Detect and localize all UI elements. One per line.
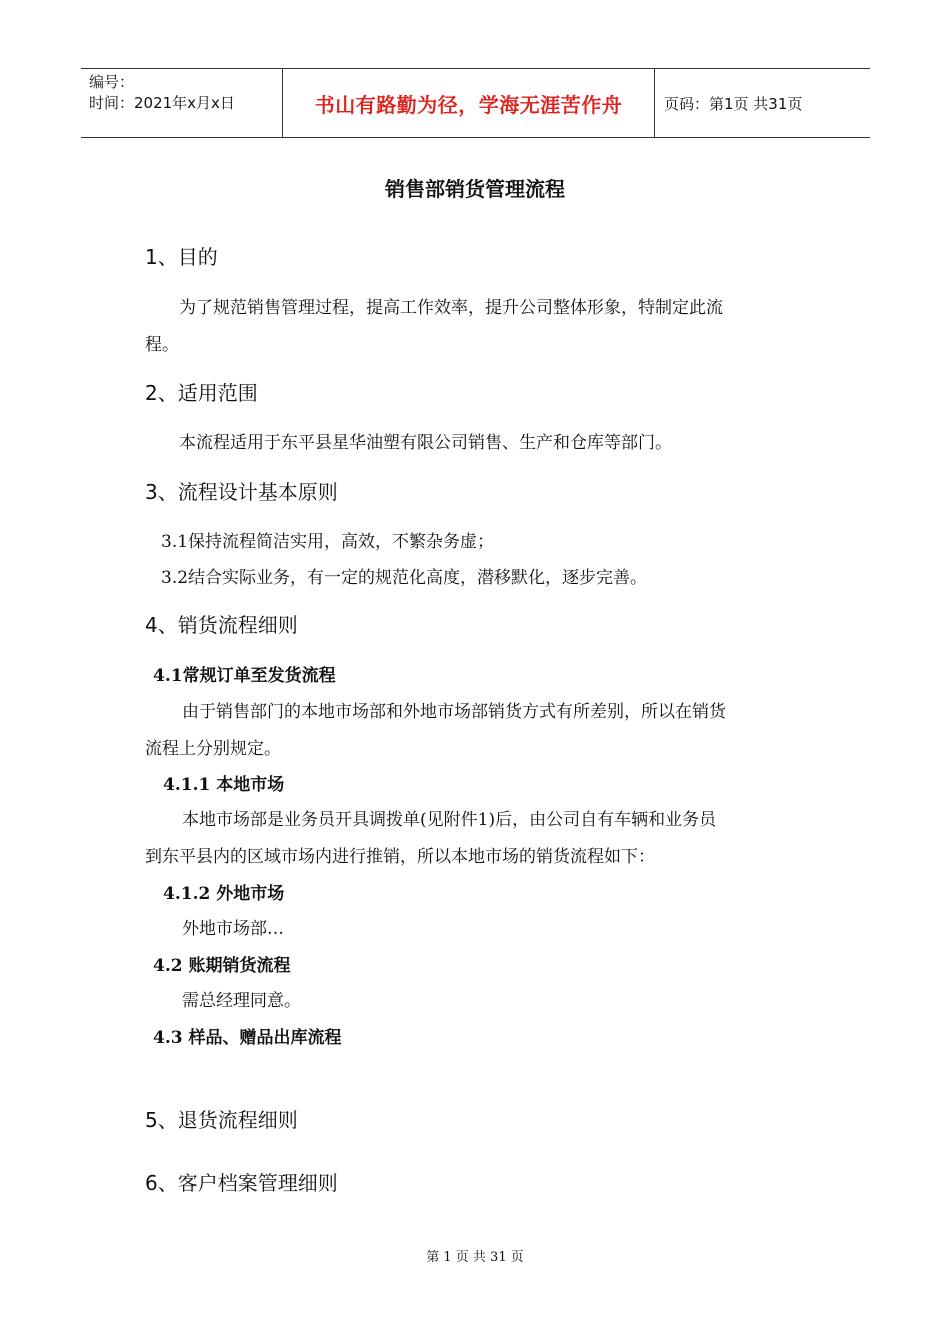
section-6-heading: 6、客户档案管理细则: [145, 1171, 338, 1195]
header-table: [81, 68, 870, 138]
section-2-body: 本流程适用于东平县星华油塑有限公司销售、生产和仓库等部门。: [179, 433, 672, 453]
motto-text: 书山有路勤为径，学海无涯苦作舟: [314, 92, 623, 117]
section-4-1-1-heading: 4.1.1 本地市场: [163, 775, 285, 795]
section-4-1-1-body-line2: 到东平县内的区域市场内进行推销，所以本地市场的销货流程如下：: [145, 847, 655, 867]
section-4-1-2-body: 外地市场部…: [182, 919, 284, 939]
section-4-2-body: 需总经理同意。: [182, 991, 301, 1011]
section-2-heading: 2、适用范围: [145, 381, 258, 405]
section-4-1-body-line1: 由于销售部门的本地市场部和外地市场部销货方式有所差别，所以在销货: [182, 702, 726, 722]
header-motto-cell: [282, 69, 655, 137]
number-label: 编号：: [89, 73, 135, 91]
header-page-cell: [655, 69, 870, 137]
section-3-item1: 3.1保持流程简洁实用，高效，不繁杂务虚；: [161, 532, 495, 552]
section-3-item2: 3.2结合实际业务，有一定的规范化高度，潜移默化，逐步完善。: [161, 568, 648, 588]
document-title: 销售部销货管理流程: [385, 177, 565, 201]
section-3-heading: 3、流程设计基本原则: [145, 480, 338, 504]
time-label: 时间：2021年x月x日: [89, 94, 235, 112]
section-4-1-heading: 4.1常规订单至发货流程: [153, 666, 336, 686]
section-4-heading: 4、销货流程细则: [145, 613, 298, 637]
section-4-2-heading: 4.2 账期销货流程: [153, 956, 291, 976]
section-1-body-line1: 为了规范销售管理过程，提高工作效率，提升公司整体形象，特制定此流: [179, 298, 723, 318]
page-info: 页码：第1页 共31页: [664, 94, 803, 113]
section-4-1-1-body-line1: 本地市场部是业务员开具调拨单(见附件1)后，由公司自有车辆和业务员: [182, 810, 717, 830]
section-5-heading: 5、退货流程细则: [145, 1108, 298, 1132]
page-footer: 第 1 页 共 31 页: [426, 1250, 524, 1265]
section-4-3-heading: 4.3 样品、赠品出库流程: [153, 1028, 342, 1048]
section-1-heading: 1、目的: [145, 245, 218, 269]
section-4-1-2-heading: 4.1.2 外地市场: [163, 884, 285, 904]
section-1-body-line2: 程。: [145, 335, 179, 355]
header-left-cell: [81, 69, 282, 137]
section-4-1-body-line2: 流程上分别规定。: [145, 739, 281, 759]
